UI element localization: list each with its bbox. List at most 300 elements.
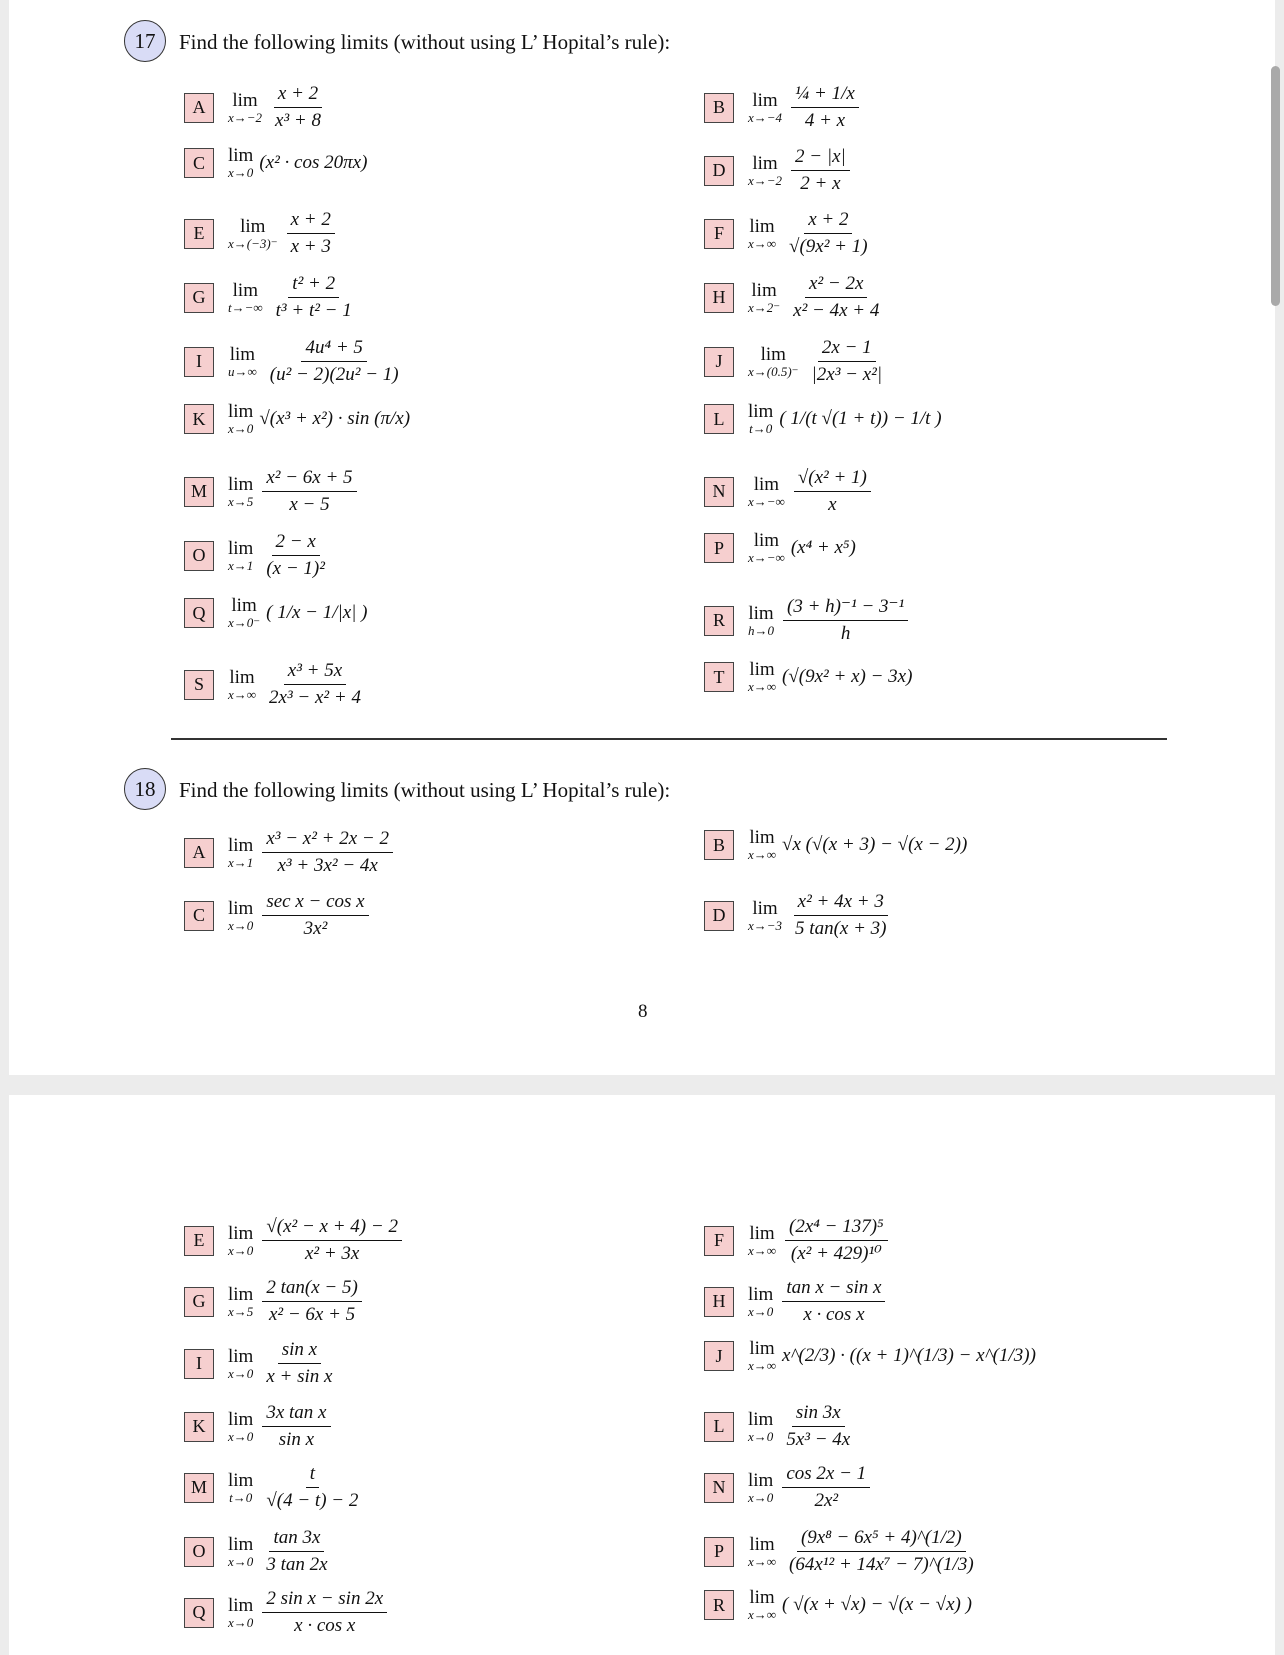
- lim-word: lim: [228, 473, 254, 495]
- item-label-badge: B: [704, 830, 734, 860]
- lim-subscript: x→0: [228, 1614, 254, 1630]
- fraction: [262, 531, 329, 580]
- limit-expression: [748, 209, 875, 258]
- lim-word: lim: [760, 343, 786, 365]
- lim-subscript: x→∞: [748, 1242, 777, 1258]
- fraction: [785, 1527, 978, 1576]
- lim-subscript: x→−3: [748, 917, 783, 933]
- limit-expression: [228, 467, 360, 516]
- section-divider: [171, 738, 1167, 740]
- fraction: [287, 209, 335, 258]
- limit-item-l: [704, 1402, 857, 1451]
- limit-expression: [228, 1216, 405, 1265]
- limit-expression: [748, 1588, 972, 1622]
- item-label-badge: T: [704, 662, 734, 692]
- item-label-badge: C: [184, 148, 214, 178]
- item-label-badge: H: [704, 1287, 734, 1317]
- limit-item-d: [704, 146, 853, 195]
- limit-item-h: [704, 1277, 888, 1326]
- limit-expression: [228, 828, 396, 877]
- fraction: [266, 337, 403, 386]
- item-label-badge: M: [184, 477, 214, 507]
- lim-operator: [228, 899, 253, 933]
- lim-subscript: x→∞: [748, 235, 777, 251]
- numerator: 3x tan x: [262, 1402, 330, 1427]
- expression-body: x^(2/3) · ((x + 1)^(1/3) − x^(1/3)): [782, 1345, 1036, 1366]
- item-label-badge: D: [704, 901, 734, 931]
- fraction: [791, 83, 859, 132]
- item-label-badge: O: [184, 1537, 214, 1567]
- denominator: 2x³ − x² + 4: [269, 687, 361, 708]
- limit-item-g: [184, 1277, 365, 1326]
- document-page-1: [9, 0, 1275, 1075]
- denominator: (x² + 429)¹⁰: [790, 1243, 882, 1264]
- lim-subscript: x→5: [228, 493, 254, 509]
- lim-word: lim: [752, 152, 778, 174]
- limit-expression: [228, 83, 328, 132]
- limit-item-m: [184, 1463, 365, 1512]
- lim-word: lim: [749, 1533, 775, 1555]
- item-label-badge: F: [704, 219, 734, 249]
- lim-operator: [748, 1535, 776, 1569]
- fraction: [789, 273, 883, 322]
- lim-operator: [748, 345, 799, 379]
- lim-word: lim: [749, 659, 775, 680]
- expression-body: √(x³ + x²) · sin (π/x): [259, 408, 411, 429]
- lim-operator: [228, 1347, 253, 1381]
- limit-item-c: [184, 891, 372, 940]
- fraction: [791, 146, 850, 195]
- fraction: [808, 337, 887, 386]
- denominator: 5 tan(x + 3): [795, 918, 887, 939]
- lim-operator: [228, 475, 253, 509]
- numerator: tan x − sin x: [782, 1277, 885, 1302]
- lim-operator: [748, 154, 782, 188]
- lim-word: lim: [748, 401, 774, 422]
- numerator: 2 tan(x − 5): [262, 1277, 361, 1302]
- item-label-badge: N: [704, 1473, 734, 1503]
- limit-expression: [748, 531, 856, 565]
- numerator: x + 2: [804, 209, 852, 234]
- limit-expression: [748, 1463, 873, 1512]
- lim-subscript: x→1: [228, 557, 254, 573]
- fraction: [271, 83, 325, 132]
- limit-expression: [748, 1527, 981, 1576]
- lim-subscript: x→0: [228, 917, 254, 933]
- limit-item-i: [184, 337, 406, 386]
- lim-operator: [748, 1285, 773, 1319]
- limit-expression: [228, 1527, 335, 1576]
- denominator: 3 tan 2x: [266, 1554, 328, 1575]
- lim-operator: [748, 531, 785, 565]
- denominator: x: [828, 494, 837, 515]
- limit-item-e: [184, 209, 338, 258]
- lim-word: lim: [228, 1408, 254, 1430]
- limit-expression: [228, 337, 406, 386]
- limit-item-k: [184, 1402, 334, 1451]
- lim-subscript: x→−4: [748, 109, 783, 125]
- item-label-badge: F: [704, 1226, 734, 1256]
- lim-word: lim: [232, 89, 258, 111]
- numerator: cos 2x − 1: [782, 1463, 870, 1488]
- numerator: 2 − x: [272, 531, 320, 556]
- lim-subscript: x→5: [228, 1303, 254, 1319]
- fraction: [262, 467, 356, 516]
- lim-word: lim: [228, 1283, 254, 1305]
- lim-subscript: x→∞: [748, 1607, 777, 1622]
- lim-word: lim: [749, 215, 775, 237]
- limit-item-p: [704, 1527, 981, 1576]
- denominator: 2x²: [814, 1490, 839, 1511]
- denominator: sin x: [278, 1429, 315, 1450]
- lim-word: lim: [751, 279, 777, 301]
- limit-expression: [228, 596, 368, 630]
- numerator: (9x⁸ − 6x⁵ + 4)^(1/2): [797, 1527, 966, 1552]
- limit-expression: [748, 273, 886, 322]
- fraction: [785, 209, 872, 258]
- expression-body: (√(9x² + x) − 3x): [782, 666, 913, 687]
- denominator: x² − 6x + 5: [268, 1304, 356, 1325]
- denominator: 5x³ − 4x: [786, 1429, 851, 1450]
- limit-item-g: [184, 273, 359, 322]
- limit-item-s: [184, 660, 368, 709]
- limit-expression: [228, 402, 410, 436]
- lim-word: lim: [240, 215, 266, 237]
- lim-subscript: x→0: [228, 1428, 254, 1444]
- limit-expression: [228, 209, 338, 258]
- limit-item-h: [704, 273, 886, 322]
- fraction: [262, 1463, 362, 1512]
- lim-word: lim: [228, 897, 254, 919]
- item-label-badge: L: [704, 1412, 734, 1442]
- lim-word: lim: [228, 1533, 254, 1555]
- numerator: x² + 4x + 3: [794, 891, 888, 916]
- expression-body: (x⁴ + x⁵): [790, 537, 856, 558]
- lim-word: lim: [228, 145, 254, 166]
- numerator: sec x − cos x: [262, 891, 368, 916]
- lim-operator: [748, 1410, 773, 1444]
- lim-operator: [228, 668, 256, 702]
- lim-operator: [748, 281, 780, 315]
- limit-expression: [748, 467, 874, 516]
- lim-operator: [748, 828, 776, 862]
- limit-item-a: [184, 83, 328, 132]
- limit-expression: [748, 1402, 857, 1451]
- limit-expression: [228, 273, 359, 322]
- lim-subscript: x→−2: [748, 172, 783, 188]
- limit-expression: [228, 891, 372, 940]
- item-label-badge: I: [184, 347, 214, 377]
- lim-word: lim: [228, 834, 254, 856]
- lim-operator: [228, 217, 278, 251]
- lim-subscript: x→0: [748, 1489, 774, 1505]
- item-label-badge: R: [704, 1590, 734, 1620]
- lim-subscript: t→−∞: [228, 299, 263, 315]
- numerator: 2 − |x|: [791, 146, 850, 171]
- lim-subscript: x→0⁻: [228, 615, 261, 630]
- lim-word: lim: [752, 897, 778, 919]
- limit-expression: [228, 1402, 334, 1451]
- lim-word: lim: [748, 602, 774, 624]
- numerator: tan 3x: [269, 1527, 324, 1552]
- lim-subscript: x→∞: [748, 847, 777, 862]
- lim-subscript: t→0: [749, 421, 773, 436]
- limit-item-j: [704, 1339, 1036, 1373]
- lim-word: lim: [229, 343, 256, 365]
- fraction: [785, 1216, 888, 1265]
- limit-expression: [228, 660, 368, 709]
- numerator: 2x − 1: [818, 337, 876, 362]
- item-label-badge: P: [704, 1537, 734, 1567]
- item-label-badge: K: [184, 1412, 214, 1442]
- expression-body: ( 1/(t √(1 + t)) − 1/t ): [779, 408, 942, 429]
- item-label-badge: J: [704, 347, 734, 377]
- lim-operator: [228, 1596, 253, 1630]
- limit-expression: [748, 146, 853, 195]
- lim-subscript: u→∞: [228, 363, 257, 379]
- lim-operator: [748, 899, 782, 933]
- fraction: [262, 1277, 361, 1326]
- fraction: [262, 1588, 387, 1637]
- denominator: 2 + x: [800, 173, 841, 194]
- item-label-badge: D: [704, 156, 734, 186]
- denominator: √(9x² + 1): [789, 236, 868, 257]
- lim-subscript: x→(−3)⁻: [228, 235, 278, 251]
- lim-subscript: t→0: [229, 1489, 253, 1505]
- denominator: 3x²: [303, 918, 328, 939]
- lim-subscript: x→0: [748, 1428, 774, 1444]
- expression-body: (x² · cos 20πx): [259, 152, 368, 173]
- lim-operator: [748, 217, 776, 251]
- lim-word: lim: [753, 530, 780, 551]
- limit-item-f: [704, 1216, 891, 1265]
- limit-item-j: [704, 337, 889, 386]
- denominator: |2x³ − x²|: [811, 364, 883, 385]
- fraction: [262, 1216, 402, 1265]
- denominator: x · cos x: [294, 1615, 356, 1636]
- question-17-prompt: Find the following limits (without using L’ Hopital’s rule):: [179, 30, 671, 54]
- fraction: [791, 891, 890, 940]
- lim-word: lim: [228, 1469, 254, 1491]
- item-label-badge: B: [704, 93, 734, 123]
- expression-body: ( √(x + √x) − √(x − √x) ): [782, 1594, 972, 1615]
- fraction: [265, 660, 365, 709]
- lim-operator: [228, 539, 253, 573]
- limit-item-a: [184, 828, 396, 877]
- lim-word: lim: [749, 1338, 775, 1359]
- denominator: (x − 1)²: [266, 558, 325, 579]
- numerator: x + 2: [287, 209, 335, 234]
- lim-operator: [228, 1224, 253, 1258]
- lim-subscript: x→∞: [228, 686, 257, 702]
- lim-operator: [228, 1535, 253, 1569]
- numerator: 2 sin x − sin 2x: [262, 1588, 387, 1613]
- lim-word: lim: [749, 1222, 775, 1244]
- limit-expression: [748, 1277, 888, 1326]
- lim-operator: [748, 402, 773, 436]
- expression-body: ( 1/x − 1/|x| ): [266, 602, 368, 623]
- limit-expression: [228, 1588, 390, 1637]
- lim-word: lim: [229, 666, 255, 688]
- item-label-badge: A: [184, 93, 214, 123]
- lim-word: lim: [231, 595, 257, 616]
- item-label-badge: Q: [184, 1598, 214, 1628]
- lim-subscript: h→0: [748, 622, 774, 638]
- fraction: [262, 1402, 330, 1451]
- lim-operator: [228, 1410, 253, 1444]
- denominator: t³ + t² − 1: [275, 300, 352, 321]
- limit-expression: [748, 891, 893, 940]
- numerator: x³ − x² + 2x − 2: [262, 828, 393, 853]
- limit-item-d: [704, 891, 893, 940]
- scrollbar-thumb[interactable]: [1271, 66, 1280, 306]
- lim-word: lim: [753, 473, 780, 495]
- lim-word: lim: [748, 1283, 774, 1305]
- item-label-badge: O: [184, 541, 214, 571]
- item-label-badge: C: [184, 901, 214, 931]
- lim-subscript: x→0: [228, 421, 254, 436]
- expression-body: √x (√(x + 3) − √(x − 2)): [782, 834, 968, 855]
- lim-operator: [228, 146, 253, 180]
- item-label-badge: N: [704, 477, 734, 507]
- limit-item-q: [184, 596, 368, 630]
- limit-item-t: [704, 660, 912, 694]
- limit-expression: [748, 402, 942, 436]
- item-label-badge: P: [704, 533, 734, 563]
- fraction: [782, 1463, 870, 1512]
- denominator: x² + 3x: [304, 1243, 360, 1264]
- lim-subscript: x→∞: [748, 1358, 777, 1373]
- limit-expression: [748, 337, 889, 386]
- item-label-badge: Q: [184, 598, 214, 628]
- lim-operator: [748, 1471, 773, 1505]
- denominator: x³ + 8: [275, 110, 321, 131]
- limit-item-m: [184, 467, 360, 516]
- limit-item-e: [184, 1216, 405, 1265]
- item-label-badge: K: [184, 404, 214, 434]
- limit-item-b: [704, 83, 862, 132]
- limit-item-c: [184, 146, 367, 180]
- item-label-badge: A: [184, 838, 214, 868]
- document-page-2: [9, 1095, 1275, 1655]
- lim-word: lim: [228, 1594, 254, 1616]
- numerator: √(x² − x + 4) − 2: [262, 1216, 402, 1241]
- lim-word: lim: [748, 1469, 774, 1491]
- item-label-badge: R: [704, 606, 734, 636]
- numerator: t² + 2: [288, 273, 339, 298]
- numerator: x² − 6x + 5: [262, 467, 356, 492]
- item-label-badge: S: [184, 670, 214, 700]
- lim-subscript: x→∞: [748, 1553, 777, 1569]
- lim-subscript: x→0: [228, 1553, 254, 1569]
- lim-word: lim: [228, 1345, 254, 1367]
- limit-expression: [228, 1339, 339, 1388]
- numerator: 4u⁴ + 5: [301, 337, 366, 362]
- lim-operator: [748, 604, 774, 638]
- fraction: [262, 891, 368, 940]
- question-18-prompt: Find the following limits (without using L’ Hopital’s rule):: [179, 778, 671, 802]
- limit-expression: [228, 1277, 365, 1326]
- lim-operator: [228, 836, 253, 870]
- limit-expression: [748, 828, 967, 862]
- fraction: [262, 828, 393, 877]
- item-label-badge: M: [184, 1473, 214, 1503]
- numerator: sin x: [278, 1339, 321, 1364]
- denominator: x − 5: [289, 494, 330, 515]
- limit-item-b: [704, 828, 967, 862]
- lim-subscript: x→−∞: [748, 493, 785, 509]
- denominator: 4 + x: [804, 110, 846, 131]
- item-label-badge: G: [184, 283, 214, 313]
- lim-word: lim: [752, 89, 778, 111]
- limit-item-n: [704, 1463, 873, 1512]
- item-label-badge: J: [704, 1341, 734, 1371]
- lim-subscript: x→(0.5)⁻: [748, 363, 799, 379]
- limit-item-q: [184, 1588, 390, 1637]
- numerator: x² − 2x: [805, 273, 867, 298]
- lim-subscript: x→1: [228, 854, 254, 870]
- limit-expression: [748, 1216, 891, 1265]
- lim-subscript: x→−2: [228, 109, 263, 125]
- question-17-number: 17: [124, 20, 166, 62]
- question-18-number: 18: [124, 768, 166, 810]
- item-label-badge: L: [704, 404, 734, 434]
- limit-item-r: [704, 1588, 972, 1622]
- denominator: √(4 − t) − 2: [266, 1490, 359, 1511]
- limit-item-p: [704, 531, 856, 565]
- lim-operator: [748, 1224, 776, 1258]
- limit-item-o: [184, 531, 332, 580]
- limit-item-l: [704, 402, 942, 436]
- limit-expression: [748, 660, 912, 694]
- fraction: [272, 273, 356, 322]
- lim-subscript: x→∞: [748, 679, 777, 694]
- numerator: t: [306, 1463, 319, 1488]
- item-label-badge: G: [184, 1287, 214, 1317]
- limit-item-k: [184, 402, 410, 436]
- denominator: x · cos x: [803, 1304, 865, 1325]
- denominator: x³ + 3x² − 4x: [277, 855, 378, 876]
- lim-subscript: x→0: [228, 1365, 254, 1381]
- lim-word: lim: [749, 1587, 775, 1608]
- limit-expression: [748, 1339, 1036, 1373]
- lim-word: lim: [232, 279, 258, 301]
- lim-word: lim: [228, 537, 254, 559]
- lim-word: lim: [749, 827, 775, 848]
- fraction: [782, 1402, 854, 1451]
- numerator: √(x² + 1): [794, 467, 871, 492]
- limit-item-f: [704, 209, 875, 258]
- item-label-badge: E: [184, 1226, 214, 1256]
- denominator: x + sin x: [266, 1366, 333, 1387]
- lim-operator: [228, 1285, 253, 1319]
- lim-subscript: x→0: [748, 1303, 774, 1319]
- limit-item-i: [184, 1339, 339, 1388]
- limit-expression: [748, 83, 862, 132]
- numerator: (3 + h)⁻¹ − 3⁻¹: [783, 596, 908, 621]
- lim-subscript: x→−∞: [748, 550, 785, 565]
- denominator: h: [840, 623, 851, 644]
- lim-operator: [748, 475, 785, 509]
- limit-expression: [748, 596, 911, 645]
- limit-item-r: [704, 596, 911, 645]
- denominator: x + 3: [290, 236, 331, 257]
- fraction: [782, 1277, 885, 1326]
- lim-operator: [748, 1339, 776, 1373]
- denominator: x² − 4x + 4: [793, 300, 880, 321]
- denominator: (u² − 2)(2u² − 1): [269, 364, 399, 385]
- lim-operator: [228, 402, 253, 436]
